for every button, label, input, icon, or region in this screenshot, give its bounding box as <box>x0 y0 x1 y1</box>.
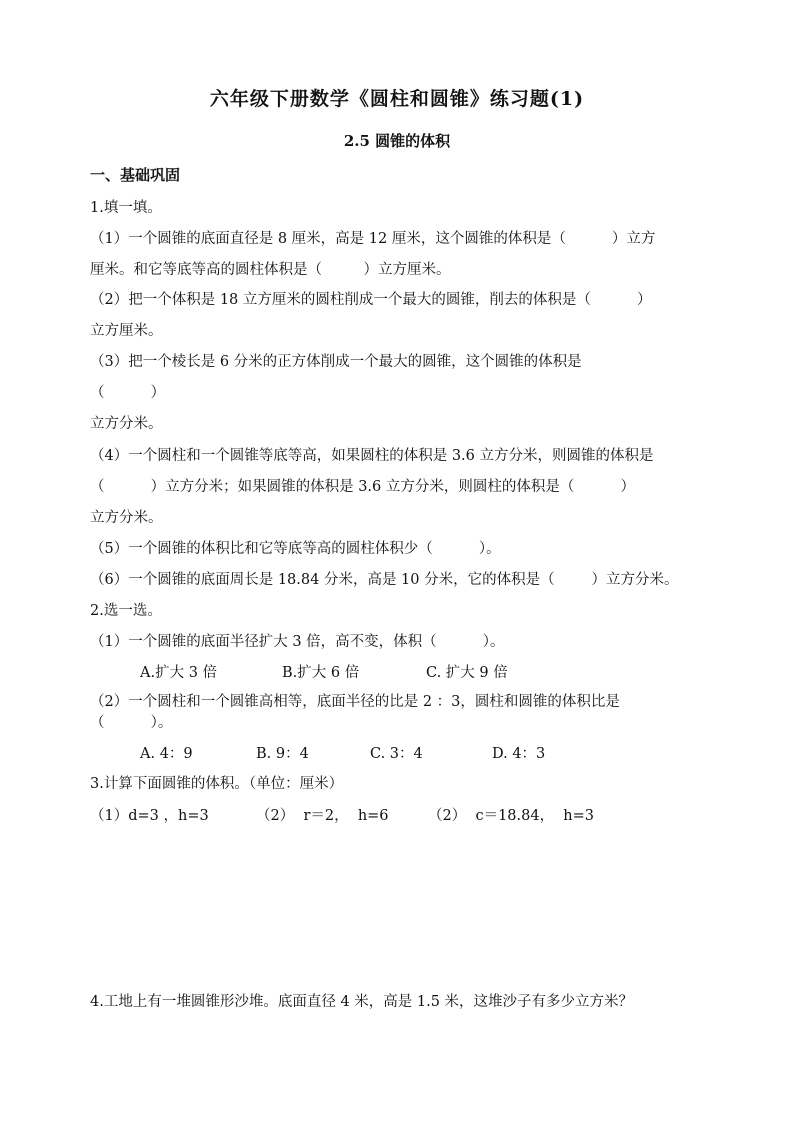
q1-line: （3）把一个棱长是 6 分米的正方体削成一个最大的圆锥，这个圆锥的体积是 <box>90 354 582 370</box>
q1-line: 立方分米。 <box>90 416 163 432</box>
q1-line: （2）把一个体积是 18 立方厘米的圆柱削成一个最大的圆锥，削去的体积是（ ） <box>90 292 652 308</box>
q1-line: 立方分米。 <box>90 510 163 526</box>
q1-line: 厘米。和它等底等高的圆柱体积是（ ）立方厘米。 <box>90 262 451 278</box>
q1-line: 立方厘米。 <box>90 323 163 339</box>
q1-heading: 1.填一填。 <box>90 200 162 216</box>
q1-line: （1）一个圆锥的底面直径是 8 厘米，高是 12 厘米，这个圆锥的体积是（ ）立方 <box>90 231 656 247</box>
q3-item: （1）d=3 ，h=3 <box>90 808 209 824</box>
q1-line: （ ） <box>90 385 166 401</box>
q3-item: （2） r＝2， h=6 <box>256 808 389 824</box>
option-b: B.扩大 6 倍 <box>282 665 360 681</box>
page-subtitle: 2.5 圆锥的体积 <box>343 132 451 150</box>
option-a: A. 4：9 <box>140 746 193 762</box>
q1-line: （5）一个圆锥的体积比和它等底等高的圆柱体积少（ ）。 <box>90 541 501 557</box>
q3-heading: 3.计算下面圆锥的体积。（单位：厘米） <box>90 776 344 792</box>
option-a: A.扩大 3 倍 <box>140 665 218 681</box>
q2-part1: （1）一个圆锥的底面半径扩大 3 倍，高不变，体积（ ）。 <box>90 634 505 650</box>
q3-item: （2） c＝18.84， h=3 <box>428 808 595 824</box>
option-c: C. 3：4 <box>370 746 423 762</box>
option-b: B. 9：4 <box>256 746 309 762</box>
option-c: C. 扩大 9 倍 <box>426 665 508 681</box>
q1-line: （6）一个圆锥的底面周长是 18.84 分米，高是 10 分米，它的体积是（ ）立方分米。 <box>90 572 679 588</box>
section-heading-basics: 一、基础巩固 <box>90 166 181 184</box>
q2-part2: （2）一个圆柱和一个圆锥高相等，底面半径的比是 2 ：3，圆柱和圆锥的体积比是 <box>90 694 620 710</box>
q2-part2-blank: （ ）。 <box>90 715 173 731</box>
q2-heading: 2.选一选。 <box>90 603 162 619</box>
option-d: D. 4：3 <box>492 746 546 762</box>
page-title: 六年级下册数学《圆柱和圆锥》练习题(1) <box>209 88 585 110</box>
q1-line: （ ）立方分米；如果圆锥的体积是 3.6 立方分米，则圆柱的体积是（ ） <box>90 479 635 495</box>
q1-line: （4）一个圆柱和一个圆锥等底等高，如果圆柱的体积是 3.6 立方分米，则圆锥的体积是 <box>90 448 654 464</box>
q4-question: 4.工地上有一堆圆锥形沙堆。底面直径 4 米，高是 1.5 米，这堆沙子有多少立方米？ <box>90 994 634 1010</box>
